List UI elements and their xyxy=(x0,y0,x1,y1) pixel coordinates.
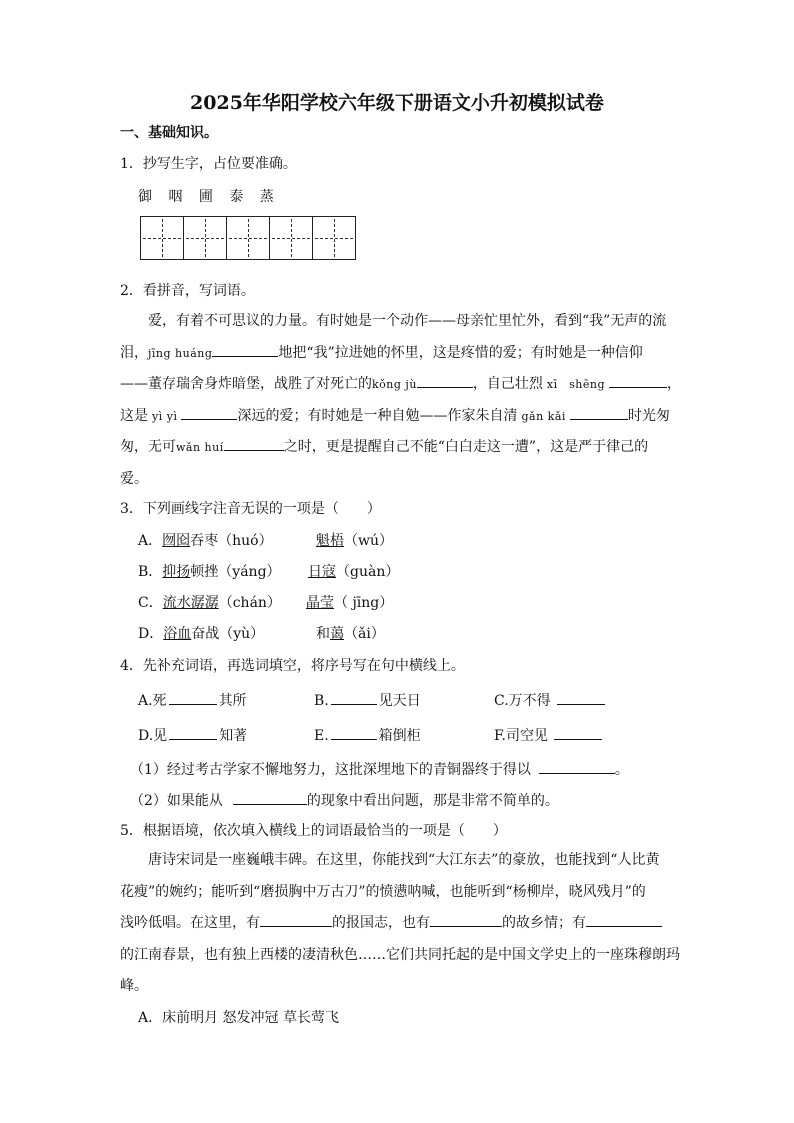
question-5: 5．根据语境，依次填入横线上的词语最恰当的一项是（ ） xyxy=(120,823,507,839)
answer-blank[interactable] xyxy=(331,689,377,705)
question-3: 3．下列画线字注音无误的一项是（ ） xyxy=(120,501,381,517)
page-title: 2025年华阳学校六年级下册语文小升初模拟试卷 xyxy=(190,92,604,114)
word-item-a: A.死 其所 xyxy=(138,689,247,710)
answer-blank[interactable] xyxy=(181,404,237,420)
question-2: 2．看拼音，写词语。 xyxy=(120,283,255,299)
word-item-f: F.司空见 xyxy=(494,724,602,745)
pinyin-prompt: xī shēng xyxy=(546,378,605,391)
option-d[interactable]: D．浴血奋战（yù） 和蔼（ǎi） xyxy=(138,626,385,642)
pinyin-passage xyxy=(120,306,681,495)
word-item-b: B. 见天日 xyxy=(314,689,421,710)
pinyin-prompt: jīng huáng xyxy=(148,346,213,360)
passage-line: 的江南春景，也有独上西楼的凄清秋色……它们共同托起的是中国文学史上的一座珠穆朗玛 xyxy=(120,946,680,963)
passage-line: 浅吟低唱。在这里，有 的报国志，也有 的故乡情；有 xyxy=(120,908,676,940)
passage-line: 唐诗宋词是一座巍峨丰碑。在这里，你能找到“大江东去”的豪放，也能找到“人比黄 xyxy=(120,852,660,868)
answer-blank[interactable] xyxy=(570,404,628,420)
grid-cell[interactable] xyxy=(269,216,313,260)
passage-line: 这是 yì yì 深远的爱；有时她是一种自勉——作家朱自清 gǎn kǎi 时光匆 xyxy=(120,401,676,433)
pinyin-prompt: wǎn huí xyxy=(176,441,224,454)
answer-blank[interactable] xyxy=(169,724,217,740)
pinyin-prompt: yì yì xyxy=(152,409,178,423)
answer-blank[interactable] xyxy=(417,372,473,388)
grid-cell[interactable] xyxy=(226,216,270,260)
sentence-1: （1）经过考古学家不懈地努力，这批深埋地下的青铜器终于得以 。 xyxy=(130,758,629,779)
word-item-c: C.万不得 xyxy=(494,689,605,710)
option-a[interactable]: A．床前明月 怒发冲冠 草长莺飞 xyxy=(138,1010,340,1026)
answer-blank[interactable] xyxy=(233,789,307,805)
section-heading: 一、基础知识。 xyxy=(120,125,218,141)
option-c[interactable]: C．流水潺潺（chán） 晶莹（ jīng） xyxy=(138,595,394,611)
option-b[interactable]: B．抑扬顿挫（yáng） 日寇（guàn） xyxy=(138,564,400,580)
passage-line: ——董存瑞舍身炸暗堡，战胜了对死亡的kǒng jù ，自己壮烈 xī shēng ， xyxy=(120,369,676,401)
pinyin-prompt: kǒng jù xyxy=(372,378,417,391)
answer-blank[interactable] xyxy=(169,689,217,705)
option-a[interactable]: A．囫囵吞枣（huó） 魁梧（wú） xyxy=(138,533,393,549)
answer-blank[interactable] xyxy=(609,372,667,388)
answer-blank[interactable] xyxy=(586,911,662,927)
answer-blank[interactable] xyxy=(539,758,615,774)
word-item-e: E. 箱倒柜 xyxy=(314,724,421,745)
passage-line: 爱，有着不可思议的力量。有时她是一个动作——母亲忙里忙外，看到“我”无声的流 xyxy=(120,313,667,329)
answer-blank[interactable] xyxy=(554,724,602,740)
answer-blank[interactable] xyxy=(260,911,332,927)
answer-blank[interactable] xyxy=(430,911,502,927)
answer-blank[interactable] xyxy=(212,341,278,357)
answer-blank[interactable] xyxy=(331,724,377,740)
passage-line: 泪，jīng huáng 地把“我”拉进她的怀里，这是疼惜的爱；有时她是一种信仰 xyxy=(120,338,676,370)
sentence-2: （2）如果能从 的现象中看出问题，那是非常不简单的。 xyxy=(130,789,559,810)
passage-line: 匆，无可wǎn huí 之时，更是提醒自己不能“白白走这一遭”，这是严于律己的 xyxy=(120,432,676,464)
writing-grid xyxy=(140,216,355,260)
grid-cell[interactable] xyxy=(140,216,184,260)
passage-line: 峰。 xyxy=(120,978,148,994)
question-4: 4．先补充词语，再选词填空，将序号写在句中横线上。 xyxy=(120,658,465,674)
pinyin-prompt: gǎn kǎi xyxy=(521,409,566,423)
grid-cell[interactable] xyxy=(183,216,227,260)
question-1: 1．抄写生字，占位要准确。 xyxy=(120,156,297,172)
reading-passage xyxy=(120,845,680,1003)
grid-cell[interactable] xyxy=(312,216,356,260)
word-item-d: D.见 知著 xyxy=(138,724,247,745)
passage-line: 花瘦”的婉约；能听到“磨损胸中万古刀”的愤懑呐喊，也能听到“杨柳岸，晓风残月”的 xyxy=(120,883,646,900)
passage-line: 爱。 xyxy=(120,470,148,487)
characters-to-copy: 御 咽 圃 泰 蒸 xyxy=(138,189,280,205)
answer-blank[interactable] xyxy=(557,689,605,705)
answer-blank[interactable] xyxy=(224,435,284,451)
